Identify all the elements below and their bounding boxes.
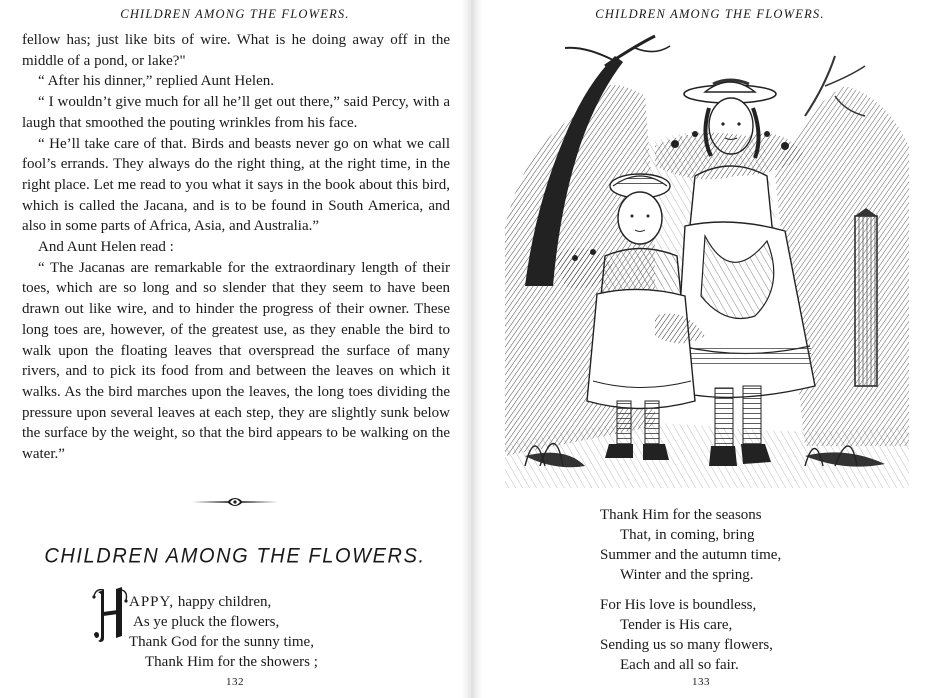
poem-line: Sending us so many flowers, [600,637,773,653]
poem-line: Tender is His care, [620,617,733,633]
section-title: CHILDREN AMONG THE FLOWERS. [44,544,426,568]
poem-line: Winter and the spring. [620,567,754,583]
poem-line: For His love is boundless, [600,597,757,613]
poem-opening [90,592,390,672]
running-head-left: CHILDREN AMONG THE FLOWERS. [120,7,350,21]
poem-line [90,592,390,612]
left-page [0,0,470,698]
paragraph: fellow has; just like bits of wire. What is he doing away off in the middle of a pond, or lake?" [22,32,450,69]
paragraph: “ I wouldn’t give much for all he’ll get out there,” said Percy, with a laugh that smoothed the pouting wrinkles from his face. [22,94,450,131]
running-head-right: CHILDREN AMONG THE FLOWERS. [595,7,825,21]
prose-block [22,30,450,465]
poem-line: Thank Him for the showers ; [145,654,318,670]
poem-line: As ye pluck the flowers, [133,614,280,630]
dropcap-h-icon [90,586,130,644]
poem-line: Each and all so fair. [620,657,739,673]
poem-stanza-2 [581,595,881,675]
page-number: 132 [226,676,244,688]
right-page [471,0,941,698]
paragraph: “ After his dinner,” replied Aunt Helen. [38,73,274,90]
poem-line: Thank Him for the seasons [600,507,762,523]
poem-line: Thank God for the sunny time, [129,634,314,650]
engraving-children-with-flowers [505,26,909,488]
poem-line-rest: happy children, [174,594,272,610]
poem-line: That, in coming, bring [620,527,755,543]
poem-first-word: APPY, [129,594,175,610]
poem-stanza-1 [581,505,881,585]
poem-line: Summer and the autumn time, [600,547,782,563]
paragraph: And Aunt Helen read : [38,239,174,256]
ornamental-divider-icon [190,495,280,509]
page-number: 133 [692,676,710,688]
paragraph-quote: “ The Jacanas are remarkable for the extraordinary length of their toes, which are so long and so slender that they seem to have been drawn out like wire, and to hinder the progress of their owner. These long toes are, however, of the greatest use, as they enable the bird to walk upon the floating leaves that overspread the surface of many rivers, and to pick its food from and between the leaves on which it walks. As the bird marches upon the leaves, the long toes dividing the pressure upon several leaves at each step, they are slightly sunk below the surface by the weight, so that the bird appears to be walking on the water.” [22,259,450,463]
paragraph: “ He’ll take care of that. Birds and beasts never go on what we call fool’s errands. They always do the right thing, at the right time, in the right place. Let me read to you what it says in the book about this bird, which is called the Jacana, and is to be found in South America, and also in some parts of Africa, Asia, and Australia.” [22,135,450,235]
